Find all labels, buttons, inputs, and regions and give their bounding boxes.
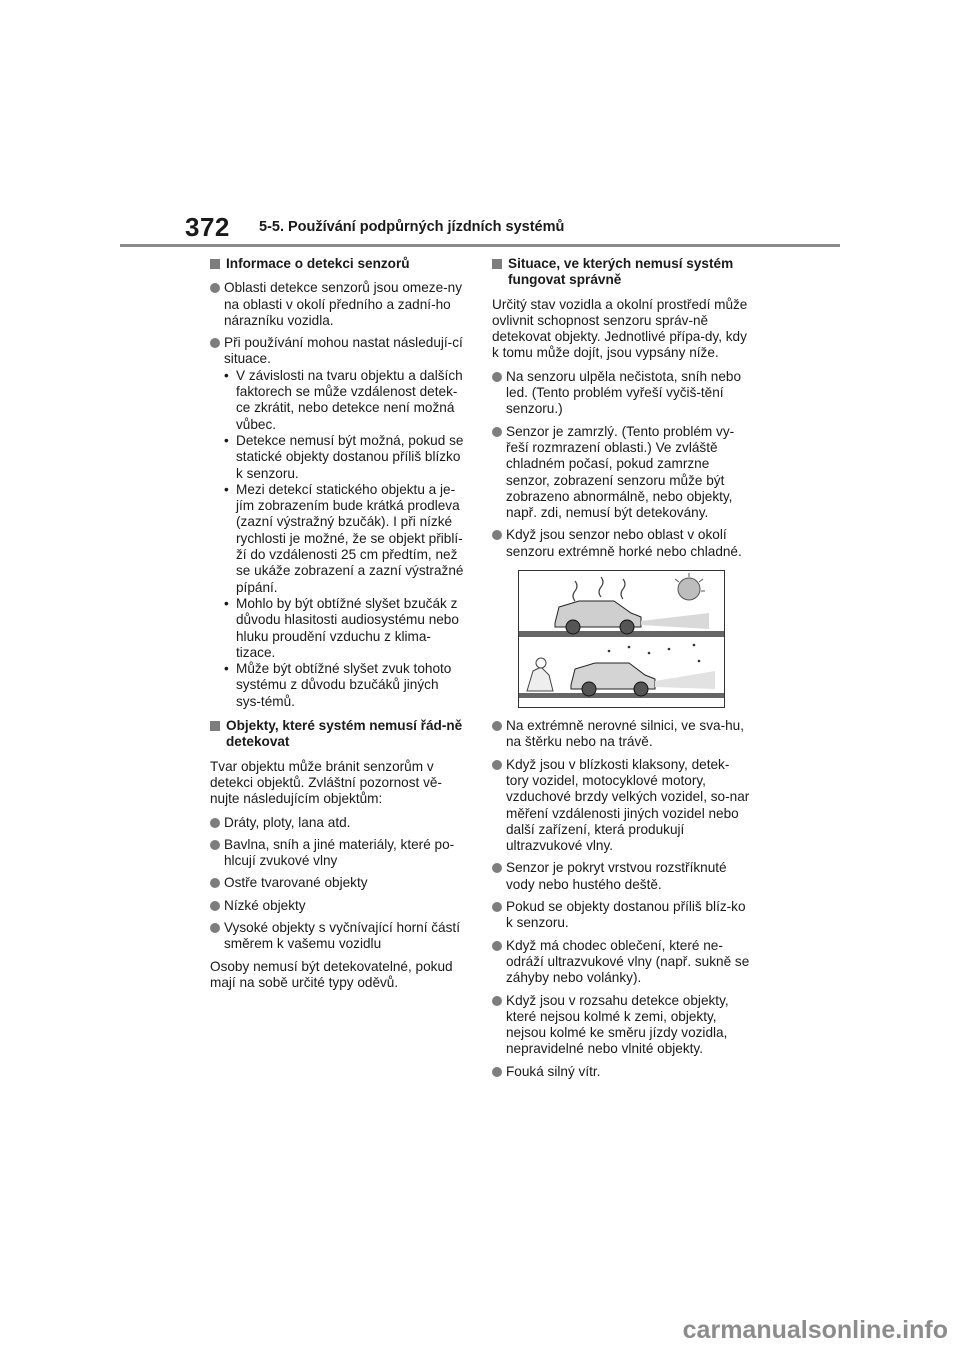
- sub-list-item: • Může být obtížné slyšet zvuk tohoto systému z důvodu bzučáků jiných sys-témů.: [224, 661, 452, 709]
- square-bullet-icon: [210, 721, 220, 731]
- sub-list-item: • Mezi detekcí statického objektu a je-jím zobrazením bude krátká prodleva (zazní výstražný bzučák). I při nízké rychlosti je možné, že se objekt přiblí-ží do vzdálenosti 25 cm předtím, než se ukáže zobrazení a zazní výstražné pípání.: [224, 481, 464, 595]
- circle-bullet-icon: [210, 338, 220, 348]
- list-item: Když jsou senzor nebo oblast v okolí senzoru extrémně horké nebo chladné.: [492, 527, 752, 560]
- paragraph: Určitý stav vozidla a okolní prostředí může ovlivnit schopnost senzoru správ-ně detekovat objekty. Jednotlivé přípa-dy, kdy k tomu může dojít, jsou vypsány níže.: [492, 296, 748, 361]
- square-bullet-icon: [492, 259, 502, 269]
- list-item: Oblasti detekce senzorů jsou omeze-ny na oblasti v okolí předního a zadní-ho nárazníku vozidla.: [210, 280, 465, 329]
- list-item: Vysoké objekty s vyčnívající horní částí směrem k vašemu vozidlu: [210, 920, 465, 953]
- circle-bullet-icon: [492, 372, 502, 382]
- list-item: Senzor je pokryt vrstvou rozstříknuté vody nebo hustého deště.: [492, 860, 752, 893]
- circle-bullet-icon: [492, 721, 502, 731]
- circle-bullet-icon: [492, 996, 502, 1006]
- square-bullet-icon: [210, 259, 220, 269]
- vehicle-weather-drawing: [519, 571, 724, 707]
- footer-watermark: carmanualsonline.info: [682, 1316, 948, 1344]
- list-item: Bavlna, sníh a jiné materiály, které po-hlcují zvukové vlny: [210, 837, 465, 870]
- list-item: Na extrémně nerovné silnici, ve sva-hu, na štěrku nebo na trávě.: [492, 718, 752, 751]
- circle-bullet-icon: [210, 283, 220, 293]
- list-item: Když jsou v blízkosti klaksony, detek-tory vozidel, motocyklové motory, vzduchové brzdy velkých vozidel, so-nar měření vzdálenosti jiných vozidel nebo další zařízení, která produkují ultrazvukové vlny.: [492, 757, 752, 855]
- page-number: 372: [185, 212, 230, 242]
- list-item: Na senzoru ulpěla nečistota, sníh nebo led. (Tento problém vyřeší vyčiš-tění senzoru.): [492, 369, 752, 418]
- list-item: Dráty, ploty, lana atd.: [210, 815, 465, 831]
- right-column: [492, 256, 752, 1086]
- left-column: [210, 256, 465, 998]
- hot-cold-vehicle-illustration: [518, 570, 725, 708]
- circle-bullet-icon: [210, 901, 220, 911]
- list-item: Ostře tvarované objekty: [210, 875, 465, 891]
- list-item: Když má chodec oblečení, které ne-odráží ultrazvukové vlny (např. sukně se záhyby nebo volánky).: [492, 938, 752, 987]
- heading-sensor-detection: Informace o detekci senzorů: [210, 256, 465, 272]
- circle-bullet-icon: [210, 923, 220, 933]
- paragraph: Osoby nemusí být detekovatelné, pokud mají na sobě určité typy oděvů.: [210, 958, 453, 990]
- section-title: 5-5. Používání podpůrných jízdních systémů: [259, 219, 565, 235]
- circle-bullet-icon: [210, 878, 220, 888]
- sub-list-item: • Mohlo by být obtížné slyšet bzučák z důvodu hlasitosti audiosystému nebo hluku proudění vzduchu z klima-tizace.: [224, 595, 459, 660]
- sub-list-item: • Detekce nemusí být možná, pokud se statické objekty dostanou příliš blízko k senzoru.: [224, 432, 464, 481]
- circle-bullet-icon: [492, 863, 502, 873]
- list-item: Pokud se objekty dostanou příliš blíz-ko k senzoru.: [492, 899, 752, 932]
- circle-bullet-icon: [210, 840, 220, 850]
- sub-list: [224, 368, 465, 710]
- paragraph: Tvar objektu může bránit senzorům v detekci objektů. Zvláštní pozornost vě-nujte následujícím objektům:: [210, 758, 442, 807]
- circle-bullet-icon: [492, 760, 502, 770]
- heading-undetected-objects: Objekty, které systém nemusí řád-ně detekovat: [210, 718, 465, 751]
- header-divider: [120, 244, 840, 247]
- list-item: Nízké objekty: [210, 898, 465, 914]
- circle-bullet-icon: [492, 427, 502, 437]
- heading-situations: Situace, ve kterých nemusí systém fungovat správně: [492, 256, 752, 289]
- list-item: Fouká silný vítr.: [492, 1064, 752, 1080]
- list-item: Senzor je zamrzlý. (Tento problém vy-řeší rozmrazení oblasti.) Ve zvláště chladném počasí, pokud zamrzne senzor, zobrazení senzoru může být zobrazeno abnormálně, nebo objekty, např. zdi, nemusí být detekovány.: [492, 424, 752, 522]
- sub-list-item: • V závislosti na tvaru objektu a dalších faktorech se může vzdálenost detek-ce zkrátit, nebo detekce není možná vůbec.: [224, 367, 463, 432]
- circle-bullet-icon: [492, 1067, 502, 1077]
- circle-bullet-icon: [492, 941, 502, 951]
- list-item: Když jsou v rozsahu detekce objekty, které nejsou kolmé k zemi, objekty, nejsou kolmé ke směru jízdy vozidla, nepravidelné nebo vlnité objekty.: [492, 993, 752, 1058]
- circle-bullet-icon: [492, 902, 502, 912]
- circle-bullet-icon: [492, 530, 502, 540]
- list-item: Při používání mohou nastat následují-cí situace. • V závislosti na tvaru objektu a dalších faktorech se může vzdálenost detek-ce zkrátit, nebo detekce není možná vůbec. • Detekce nemusí být možná, pokud se statické objekty dostanou příliš blízko k senzoru. • Mezi detekcí statického objektu a je-jím zobrazením bude krátká prodleva (zazní výstražný bzučák). I při nízké rychlosti je možné, že se objekt přiblí-ží do vzdálenosti 25 cm předtím, než se ukáže zobrazení a zazní výstražné pípání. • Mohlo by být obtížné slyšet bzučák z důvodu hlasitosti audiosystému nebo hluku proudění vzduchu z klima-tizace. • Může být obtížné slyšet zvuk tohoto systému z důvodu bzučáků jiných sys-témů.: [210, 335, 465, 710]
- circle-bullet-icon: [210, 818, 220, 828]
